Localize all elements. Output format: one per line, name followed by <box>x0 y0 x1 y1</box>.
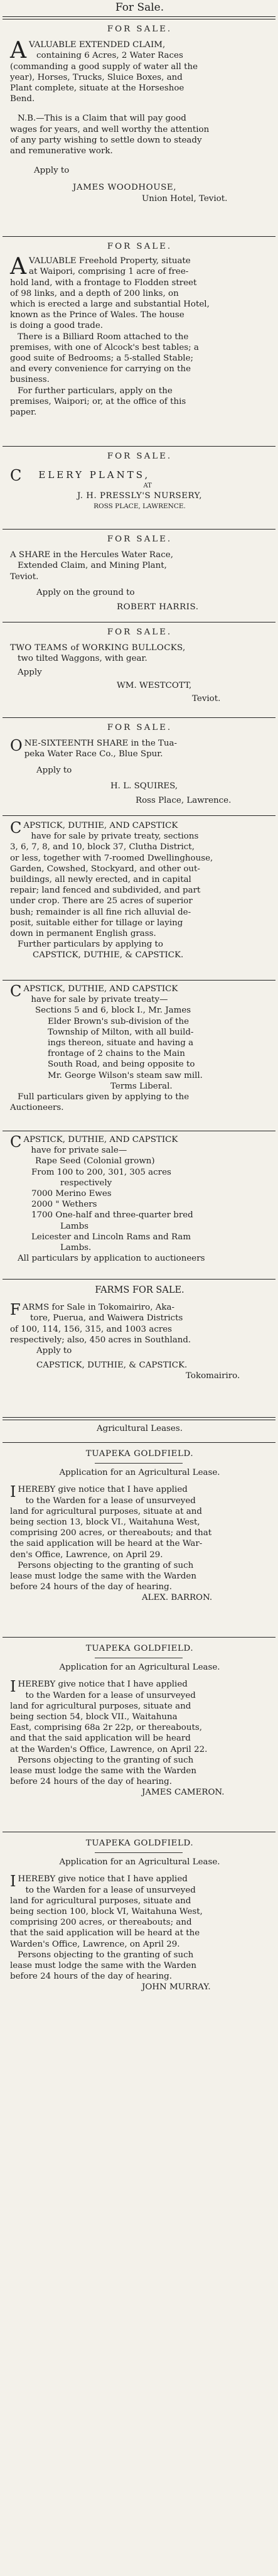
rule <box>3 1279 275 1280</box>
advertiser-place: Teviot. <box>192 694 221 704</box>
ad-body-line: Township of Milton, with all build- <box>48 1027 194 1037</box>
ad-farms-for-sale <box>0 1285 278 1413</box>
apply-line: Apply to <box>34 166 70 176</box>
drop-cap: C <box>10 820 22 837</box>
ad-body-line: have for sale by private treaty, sections <box>31 832 199 842</box>
apply-line: Apply on the ground to <box>36 587 135 597</box>
ad-body-line: 1700 One-half and three-quarter bred <box>31 1210 193 1220</box>
ad-body-line: Plant complete, situate at the Horseshoe <box>10 84 184 94</box>
notice-line: comprising 200 acres, or thereabouts; and <box>10 1918 192 1928</box>
ad-body-line: premises, Waipori; or, at the office of this <box>10 396 186 406</box>
lease-notice-cameron <box>0 1643 278 1825</box>
notice-line: den's Office, Lawrence, on April 29. <box>10 1550 163 1560</box>
apply-line: Apply to <box>36 1346 72 1356</box>
drop-cap: O <box>10 737 23 755</box>
applicant-name: JAMES CAMERON. <box>142 1788 225 1798</box>
ad-body-line: All particulars by application to auctioneers <box>18 1254 205 1264</box>
ad-body-line: respectively; also, 450 acres in Southland. <box>10 1335 191 1345</box>
firm-name: CAPSTICK, DUTHIE, & CAPSTICK. <box>36 1361 188 1371</box>
ad-body-line: premises, with one of Alcock's best tables; a <box>10 342 199 352</box>
ad-body-line: Further particulars by applying to <box>18 940 163 950</box>
ad-body-line: There is a Billiard Room attached to the <box>18 332 189 342</box>
rule <box>3 717 275 718</box>
divider <box>95 1463 183 1464</box>
ad-title: FARMS FOR SALE. <box>95 1285 184 1295</box>
applicant-name: ALEX. BARRON. <box>142 1593 213 1603</box>
ad-body-line: Lambs <box>60 1221 89 1231</box>
notice-line: before 24 hours of the day of hearing. <box>10 1777 173 1787</box>
ad-body-line: Elder Brown's sub-division of the <box>48 1016 190 1026</box>
ad-extended-claim <box>0 24 278 231</box>
lease-notice-barron <box>0 1448 278 1631</box>
ad-private-sale <box>0 1134 278 1275</box>
ad-body-line: buildings, all newly erected, and in capital <box>10 875 191 885</box>
notice-line: East, comprising 68a 2r 22p, or thereabouts, <box>10 1723 202 1733</box>
notice-line: lease must lodge the same with the Warden <box>10 1572 196 1582</box>
notice-title: TUAPEKA GOLDFIELD. <box>85 1449 194 1459</box>
ad-body-line: Garden, Cowshed, Stockyard, and other out- <box>10 864 200 874</box>
ad-bullocks <box>0 627 278 714</box>
applicant-name: JOHN MURRAY. <box>142 1982 211 1992</box>
ad-title: C ELERY PLANTS, <box>10 467 151 485</box>
notice-line: to the Warden for a lease of unsurveyed <box>25 1885 196 1895</box>
ad-body-line: or less, together with 7-roomed Dwellinghouse, <box>10 853 213 863</box>
advertiser-name: WM. WESTCOTT, <box>117 680 192 690</box>
advertiser-address: Union Hotel, Teviot. <box>142 193 228 204</box>
ad-body-line: ONE-SIXTEENTH SHARE in the Tua- <box>10 737 178 755</box>
notice-line: and that the said application will be heard <box>10 1734 191 1744</box>
drop-cap: C <box>10 984 22 1000</box>
ad-body-line: two tilted Waggons, with gear. <box>18 654 147 664</box>
apply-line: Apply to <box>36 765 72 775</box>
notice-line: before 24 hours of the day of hearing. <box>10 1582 173 1592</box>
ad-body-line: which is erected a large and substantial Hotel, <box>10 300 210 310</box>
ad-body-line: of 100, 114, 156, 315, and 1003 acres <box>10 1324 173 1334</box>
firm-name: CAPSTICK, DUTHIE, & CAPSTICK. <box>33 950 184 960</box>
ad-body-line: CAPSTICK, DUTHIE, AND CAPSTICK <box>10 984 178 1000</box>
ad-heading: FOR SALE. <box>107 242 173 251</box>
notice-line: I HEREBY give notice that I have applied <box>10 1483 188 1501</box>
ad-body-line: wages for years, and well worthy the attention <box>10 124 210 134</box>
divider <box>95 1852 183 1853</box>
rule <box>3 980 275 981</box>
notice-line: I HEREBY give notice that I have applied <box>10 1678 188 1696</box>
ad-body-line: CAPSTICK, DUTHIE, AND CAPSTICK <box>10 1134 178 1151</box>
ad-body-line: Leicester and Lincoln Rams and Ram <box>31 1232 191 1242</box>
firm-place: Tokomairiro. <box>186 1371 240 1381</box>
notice-subtitle: Application for an Agricultural Lease. <box>59 1663 220 1673</box>
ad-body-line: Terms Liberal. <box>110 1081 173 1091</box>
ad-body-line: TWO TEAMS of WORKING BULLOCKS, <box>10 643 186 653</box>
ad-body-line: ings thereon, situate and having a <box>48 1038 194 1048</box>
drop-cap: A <box>10 38 26 64</box>
ad-body-line: and every convenience for carrying on the <box>10 364 191 374</box>
ad-body-line: and remunerative work. <box>10 146 113 156</box>
notice-line: I HEREBY give notice that I have applied <box>10 1872 188 1891</box>
ad-body-line: 2000 " Wethers <box>31 1200 97 1210</box>
notice-line: lease must lodge the same with the Warden <box>10 1766 196 1776</box>
notice-line: land for agricultural purposes, situate and <box>10 1896 191 1906</box>
ad-body-line: A SHARE in the Hercules Water Race, <box>10 550 173 560</box>
ad-body-line: Lambs. <box>60 1243 92 1253</box>
notice-line: comprising 200 acres, or thereabouts; and that <box>10 1528 212 1538</box>
ad-body-line: business. <box>10 375 50 385</box>
ad-freehold-property <box>0 241 278 441</box>
ad-celery-plants <box>0 451 278 525</box>
ad-body-line: is doing a good trade. <box>10 321 104 331</box>
advertiser-name: JAMES WOODHOUSE, <box>73 183 177 193</box>
drop-cap: F <box>10 1301 21 1319</box>
ad-body-line: Extended Claim, and Mining Plant, <box>18 561 167 571</box>
rule <box>3 1442 275 1443</box>
lease-notice-murray <box>0 1838 278 2026</box>
ad-body-line: have for sale by private treaty— <box>31 995 168 1005</box>
nursery-name: J. H. PRESSLY'S NURSERY, <box>77 491 203 501</box>
notice-line: the said application will be heard at the War- <box>10 1539 203 1549</box>
section-title: Agricultural Leases. <box>97 1424 183 1433</box>
ad-body-line: CAPSTICK, DUTHIE, AND CAPSTICK <box>10 820 178 837</box>
notice-title: TUAPEKA GOLDFIELD. <box>85 1839 194 1848</box>
ad-body-line: Full particulars given by applying to the <box>18 1092 190 1102</box>
ad-heading: FOR SALE. <box>107 24 173 34</box>
ad-body-line: Teviot. <box>10 572 39 582</box>
drop-cap: I <box>10 1678 16 1696</box>
ad-water-race-share <box>0 722 278 812</box>
drop-cap: I <box>10 1483 16 1501</box>
ad-body-line: paper. <box>10 408 37 418</box>
ad-body-line: Mr. George Wilson's steam saw mill. <box>48 1070 203 1080</box>
ad-body-line: good suite of Bedrooms; a 5-stalled Stable; <box>10 354 194 364</box>
ad-clutha-sections <box>0 820 278 976</box>
drop-cap: I <box>10 1872 16 1891</box>
notice-line: being section 54, block VII., Waitahuna <box>10 1712 178 1722</box>
notice-line: land for agricultural purposes, situate and <box>10 1701 191 1711</box>
notice-line: being section 13, block VI., Waitahuna West, <box>10 1518 200 1528</box>
notice-line: that the said application will be heard at the <box>10 1928 200 1938</box>
ad-heading: FOR SALE. <box>107 723 173 732</box>
masthead-title: For Sale. <box>115 1 164 14</box>
drop-cap: C <box>10 467 24 485</box>
ad-body-line: Bend. <box>10 94 35 104</box>
notice-line: to the Warden for a lease of unsurveyed <box>25 1690 196 1700</box>
ad-body-line: Auctioneers. <box>10 1103 64 1113</box>
notice-line: Persons objecting to the granting of such <box>18 1560 194 1570</box>
ad-body-line: N.B.—This is a Claim that will pay good <box>18 114 186 124</box>
notice-line: Persons objecting to the granting of such <box>18 1950 194 1960</box>
rule <box>3 1417 275 1420</box>
ad-body-line: South Road, and being opposite to <box>48 1060 195 1070</box>
ad-milton-sections <box>0 984 278 1126</box>
ad-body-line: down in permanent English grass. <box>10 929 156 939</box>
rule <box>3 16 275 19</box>
section-header <box>0 1423 278 1434</box>
rule <box>3 236 275 237</box>
ad-body-line: containing 6 Acres, 2 Water Races <box>36 51 183 61</box>
rule <box>3 815 275 816</box>
ad-body-line: (commanding a good supply of water all the <box>10 62 198 72</box>
ad-heading: FOR SALE. <box>107 452 173 461</box>
notice-line: to the Warden for a lease of unsurveyed <box>25 1496 196 1506</box>
ad-body-line: posit, suitable either for tillage or laying <box>10 918 183 928</box>
rule <box>3 446 275 447</box>
notice-line: lease must lodge the same with the Warden <box>10 1961 196 1971</box>
ad-heading: FOR SALE. <box>107 535 173 544</box>
rule <box>3 1637 275 1638</box>
nursery-address: ROSS PLACE, LAWRENCE. <box>94 503 186 511</box>
advertiser-name: ROBERT HARRIS. <box>117 602 199 612</box>
ad-body-line: of any party wishing to settle down to steady <box>10 135 202 145</box>
ad-body-line: FARMS for Sale in Tokomairiro, Aka- <box>10 1301 175 1319</box>
ad-body-line: Sections 5 and 6, block I., Mr. James <box>35 1006 191 1016</box>
ad-body-line: repair; land fenced and subdivided, and part <box>10 886 201 896</box>
ad-body-line: AVALUABLE Freehold Property, situate <box>10 254 191 280</box>
ad-body-line: From 100 to 200, 301, 305 acres <box>31 1167 171 1177</box>
masthead <box>0 0 278 15</box>
ad-body-line: tore, Puerua, and Waiwera Districts <box>30 1313 183 1323</box>
ad-body-line: under crop. There are 25 acres of superior <box>10 896 193 906</box>
notice-line: land for agricultural purposes, situate at and <box>10 1506 202 1516</box>
ad-body-line: 3, 6, 7, 8, and 10, block 37, Clutha District, <box>10 842 195 852</box>
ad-body-line: at Waipori, comprising 1 acre of free- <box>29 267 189 277</box>
advertiser-address: Ross Place, Lawrence. <box>136 796 232 806</box>
notice-line: Warden's Office, Lawrence, on April 29. <box>10 1939 180 1949</box>
advertiser-name: H. L. SQUIRES, <box>110 781 178 791</box>
notice-subtitle: Application for an Agricultural Lease. <box>59 1468 220 1478</box>
notice-line: being section 100, block VI, Waitahuna West, <box>10 1907 203 1917</box>
ad-hercules-share <box>0 534 278 617</box>
notice-line: at the Warden's Office, Lawrence, on April 22. <box>10 1744 208 1754</box>
notice-title: TUAPEKA GOLDFIELD. <box>85 1644 194 1653</box>
ad-body-line: known as the Prince of Wales. The house <box>10 310 184 320</box>
ad-body-line: bush; remainder is all fine rich alluvial de- <box>10 907 191 917</box>
drop-cap: C <box>10 1134 22 1151</box>
ad-body-line: Rape Seed (Colonial grown) <box>35 1156 155 1166</box>
ad-body-line: have for private sale— <box>31 1146 127 1156</box>
ad-heading: FOR SALE. <box>107 628 173 637</box>
ad-body-line: of 98 links, and a depth of 200 links, on <box>10 288 179 298</box>
ad-body-line: AVALUABLE EXTENDED CLAIM, <box>10 38 166 64</box>
notice-line: before 24 hours of the day of hearing. <box>10 1972 173 1982</box>
ad-body-line: hold land, with a frontage to Flodden street <box>10 278 197 288</box>
ad-body-line: year), Horses, Trucks, Sluice Boxes, and <box>10 72 183 82</box>
drop-cap: A <box>10 254 26 280</box>
ad-body-line: respectively <box>60 1178 112 1188</box>
ad-at: AT <box>143 482 152 490</box>
notice-line: Persons objecting to the granting of such <box>18 1755 194 1765</box>
apply-line: Apply <box>18 667 42 677</box>
ad-body-line: peka Water Race Co., Blue Spur. <box>24 749 163 759</box>
ad-body-line: 7000 Merino Ewes <box>31 1189 112 1199</box>
notice-subtitle: Application for an Agricultural Lease. <box>59 1857 220 1867</box>
ad-body-line: For further particulars, apply on the <box>18 386 173 396</box>
rule <box>3 529 275 530</box>
ad-body-line: frontage of 2 chains to the Main <box>48 1049 185 1059</box>
